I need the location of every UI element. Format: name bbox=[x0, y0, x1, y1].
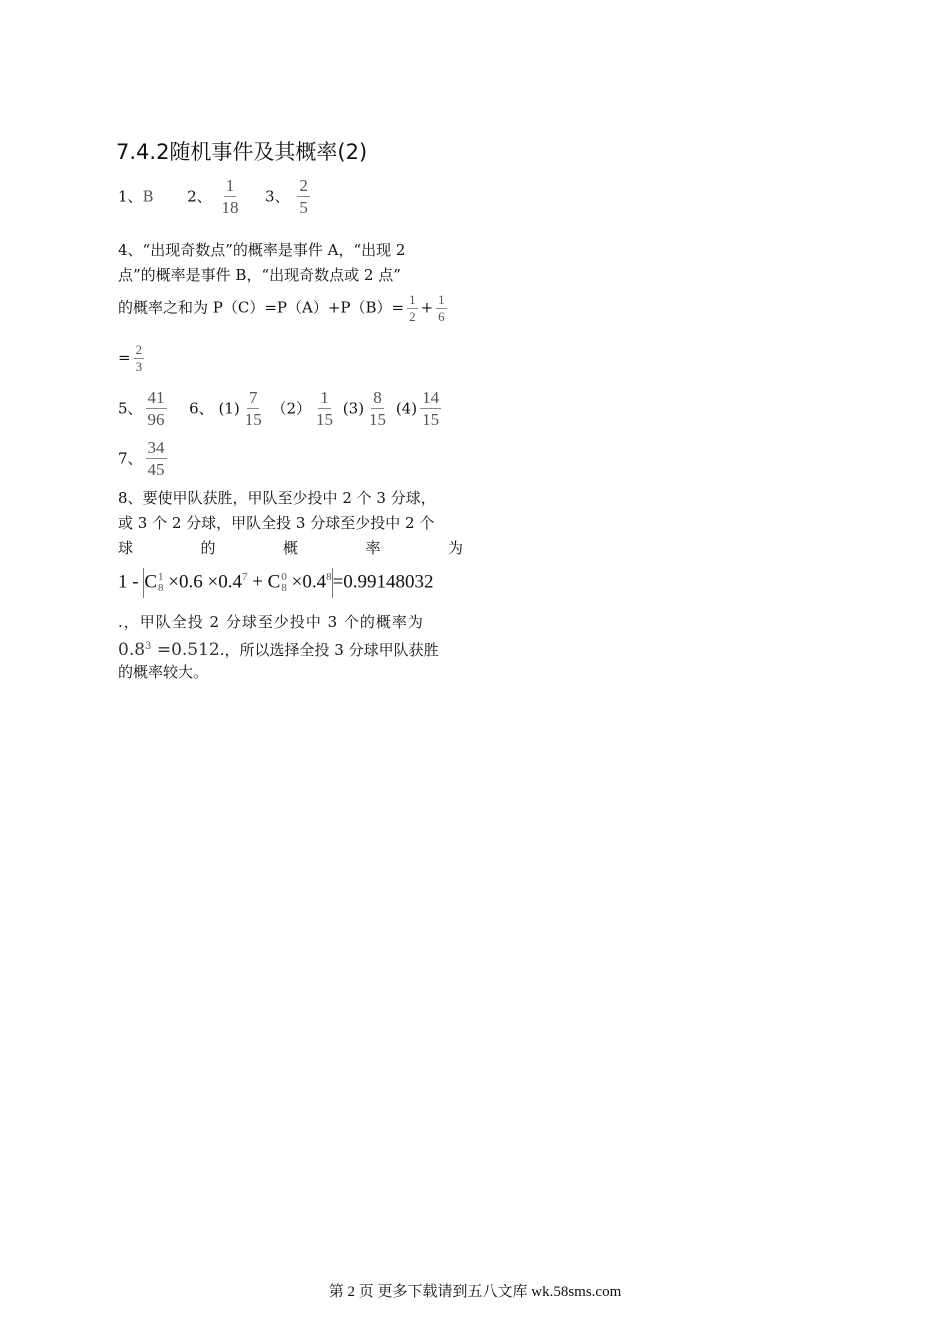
answers-1-3 bbox=[118, 176, 313, 219]
q8-line3: 球 的 概 率 为 bbox=[118, 539, 463, 557]
q6-fraction-2: $\frac{1}{15}$ bbox=[316, 388, 334, 429]
q1-label: 1、 bbox=[118, 187, 143, 206]
q4-fraction-1: $\frac{1}{2}$ bbox=[409, 292, 416, 324]
q8-line6: $0.8^3 =0.512$.，所以选择全投 3 分球甲队获胜 bbox=[118, 640, 439, 660]
q8-formula: 1 - C 1 8 $\times 0.6 \times 0.4^7 + C$ 0 8 $\times 0.4^8=0.99148032$ bbox=[118, 568, 434, 598]
q8-line7: 的概率较大。 bbox=[118, 663, 209, 681]
q4-line3: 的概率之和为 P（C）=P（A）+P（B）= $\frac{1}{2}$ + $\frac{1}{6}$ bbox=[118, 292, 445, 324]
q2-label: 2、 bbox=[187, 187, 212, 206]
q7-fraction: $\frac{34}{45}$ bbox=[147, 438, 165, 479]
page-footer: 第 2 页 更多下载请到五八文库 wk.58sms.com bbox=[328, 1284, 622, 1300]
q1-answer: B bbox=[142, 187, 154, 206]
q4-line1: 4、“出现奇数点”的概率是事件 A，“出现 2 bbox=[118, 241, 406, 259]
q4-line2: 点”的概率是事件 B，“出现奇数点或 2 点” bbox=[118, 266, 401, 284]
answer-7 bbox=[118, 438, 170, 481]
q4-result: = $\frac{2}{3}$ bbox=[118, 342, 143, 374]
answers-5-6: 5、 $\frac{41}{96}$ 6、 (1) $\frac{7}{15}$ （2） $\frac{1}{15}$ (3) $\frac{8}{15}$ (4) $\frac{14}{15}$ bbox=[118, 388, 440, 429]
q8-line1: 8、要使甲队获胜，甲队至少投中 2 个 3 分球， bbox=[118, 489, 436, 507]
q4-fraction-3: $\frac{2}{3}$ bbox=[135, 342, 143, 374]
q5-label: 5、 bbox=[118, 399, 143, 418]
q4-fraction-2: $\frac{1}{6}$ bbox=[438, 292, 445, 324]
q3-fraction: $\frac{2}{5}$ bbox=[299, 176, 308, 217]
q8-line5: .，甲队全投 2 分球至少投中 3 个的概率为 bbox=[118, 613, 424, 631]
q8-line2: 或 3 个 2 分球，甲队全投 3 分球至少投中 2 个 bbox=[118, 514, 435, 532]
q6-label: 6、 bbox=[189, 399, 214, 418]
q6-fraction-3: $\frac{8}{15}$ bbox=[369, 388, 387, 429]
q3-label: 3、 bbox=[265, 187, 290, 206]
q6-fraction-4: $\frac{14}{15}$ bbox=[422, 388, 440, 429]
q6-fraction-1: $\frac{7}{15}$ bbox=[244, 388, 262, 429]
q5-fraction: $\frac{41}{96}$ bbox=[147, 388, 165, 429]
q2-fraction: $\frac{1}{18}$ bbox=[221, 176, 239, 217]
q7-label: 7、 bbox=[118, 449, 143, 468]
page-title: 7.4.2随机事件及其概率(2) bbox=[116, 140, 368, 164]
